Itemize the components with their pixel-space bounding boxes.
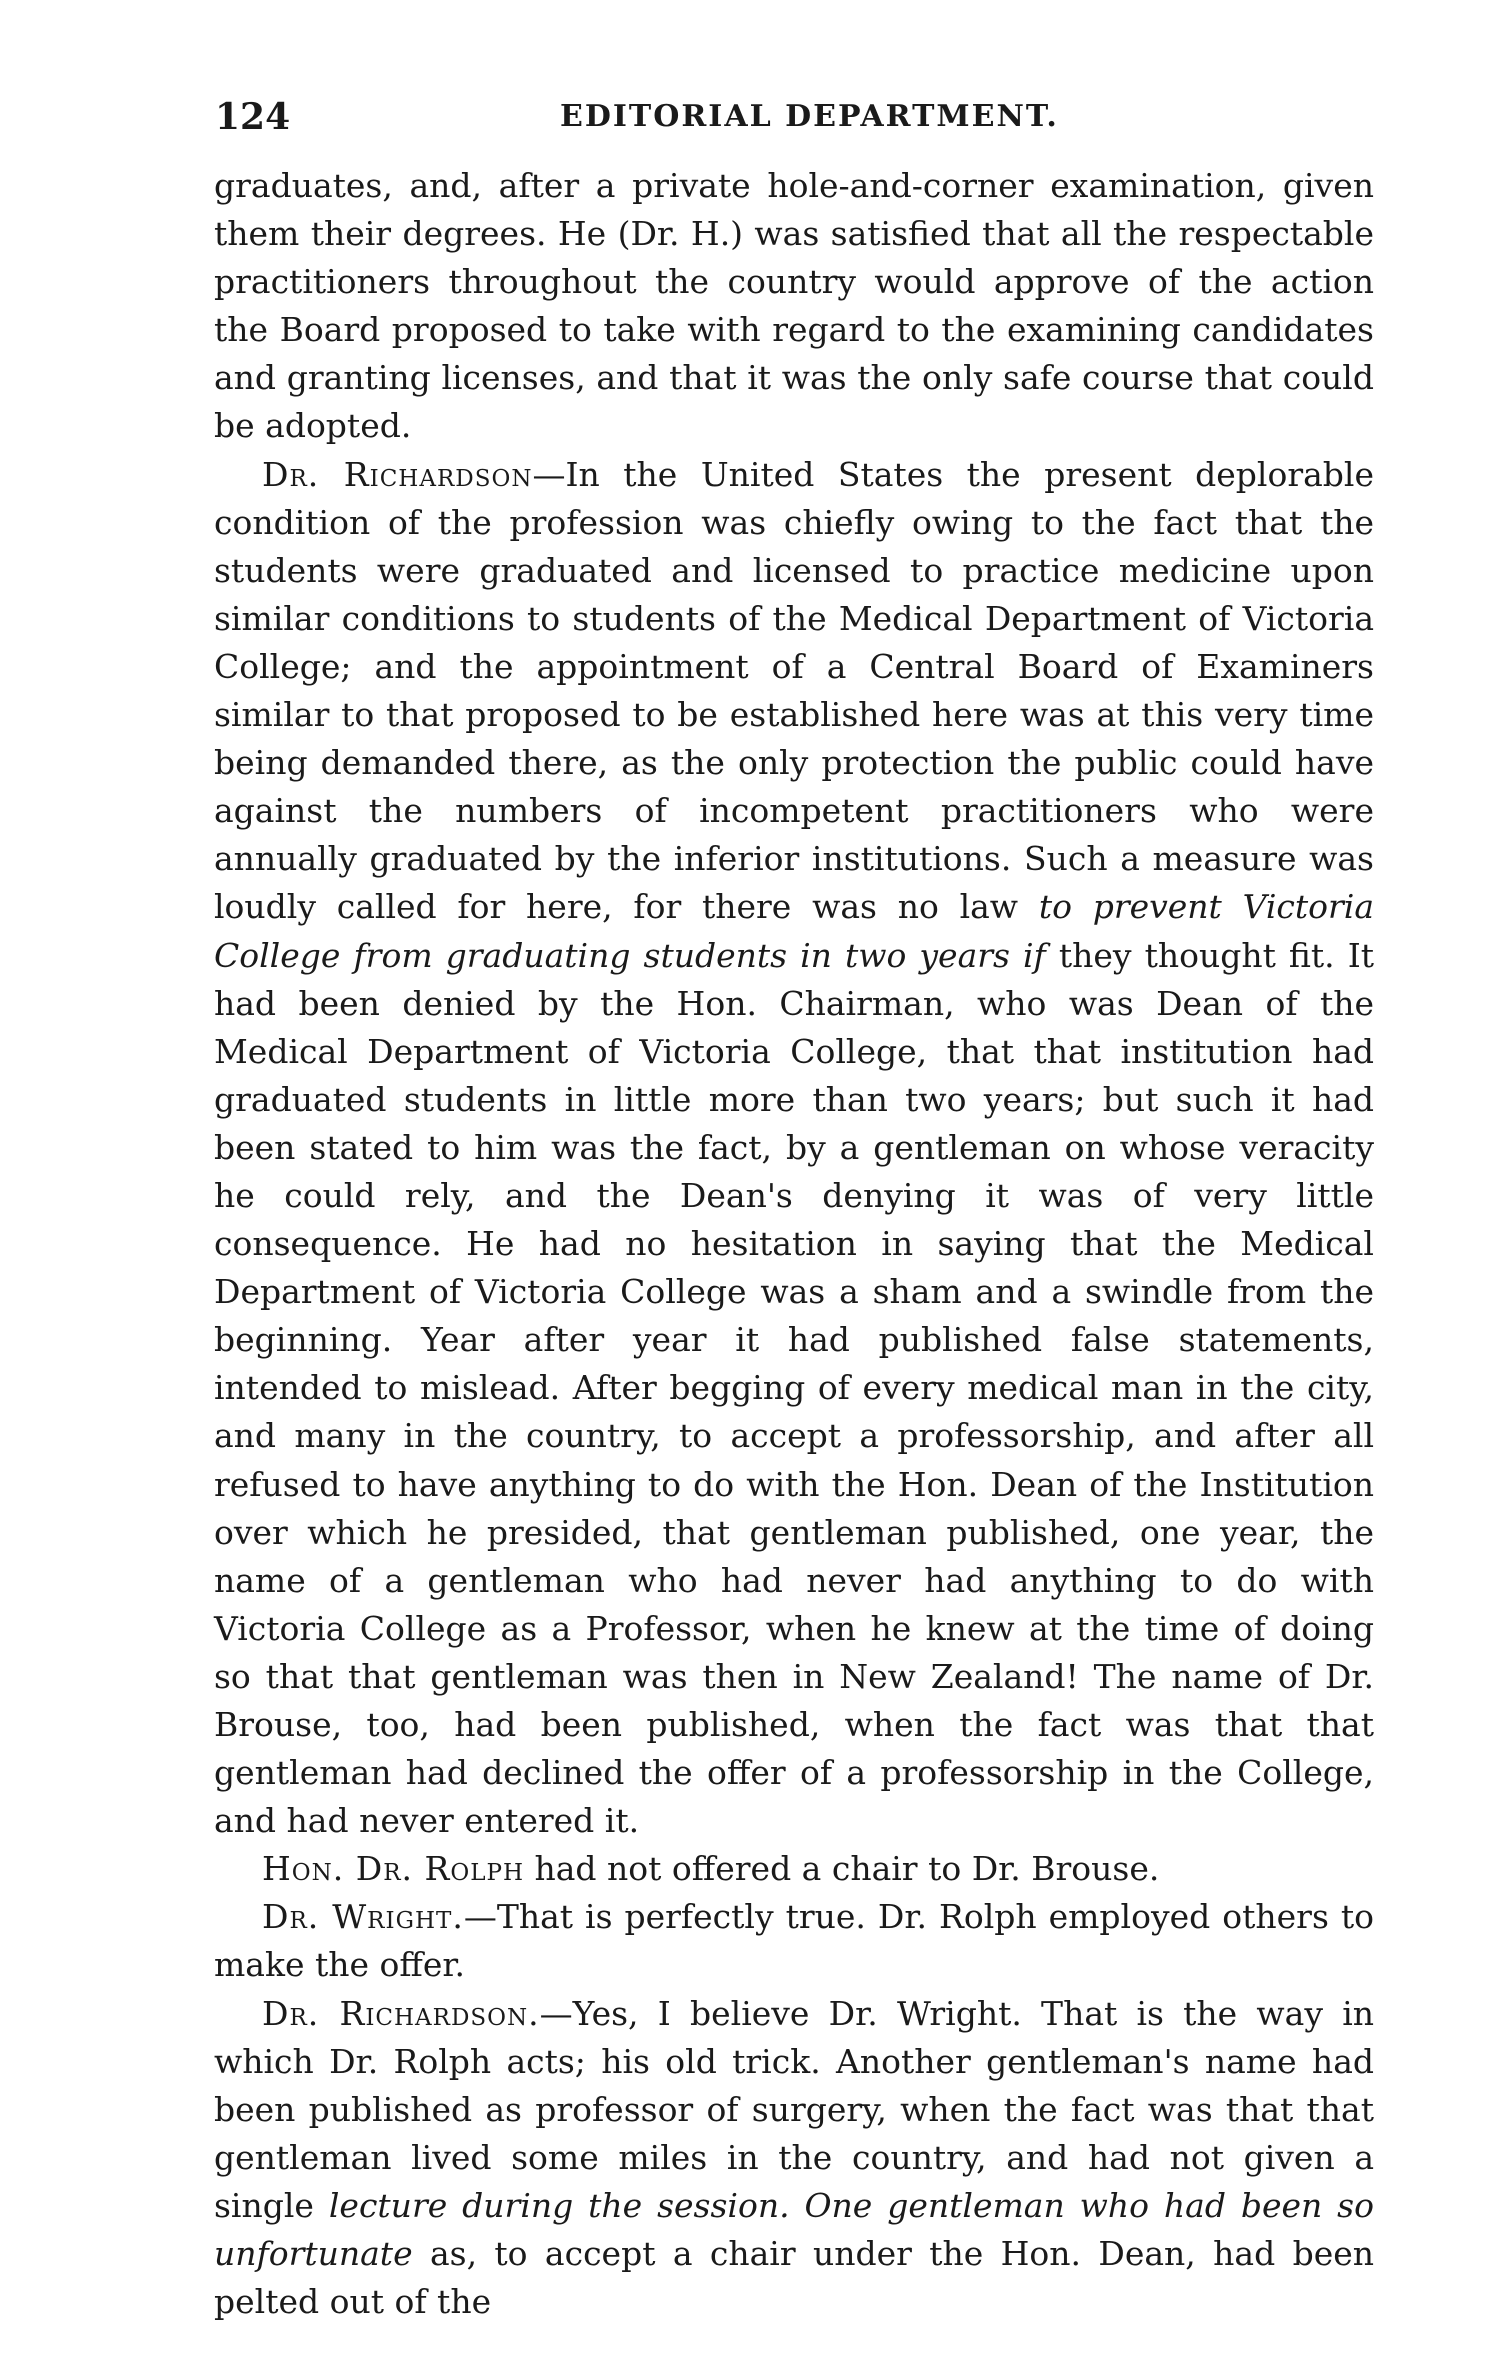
paragraph-rolph	[214, 1845, 1374, 1893]
page-header	[215, 92, 1365, 142]
paragraph-text: had not offered a chair to Dr. Brouse.	[524, 1849, 1160, 1889]
paragraph-text: they thought fit. It had been denied by the Hon. Chairman, who was Dean of the Medical Department of Victoria College, that that institution had graduated students in little more than two years; but such it had been stated to him was the fact, by a gentleman on whose veracity he could rely, and the Dean's denying it was of very little consequence. He had no hesitation in saying that the Medical Department of Victoria College was a sham and a swindle from the beginning. Year after year it had published false statements, intended to mislead. After begging of every medical man in the city, and many in the country, to accept a professorship, and after all refused to have anything to do with the Hon. Dean of the Institution over which he presided, that gentleman published, one year, the name of a gentleman who had never had anything to do with Victoria College as a Professor, when he knew at the time of doing so that that gentleman was then in New Zealand! The name of Dr. Brouse, too, had been published, when the fact was that that gentleman had declined the offer of a professorship in the College, and had never entered it.	[214, 935, 1374, 1841]
speaker-name: Hon. Dr. Rolph	[262, 1849, 525, 1889]
paragraph-text: graduates, and, after a private hole-and-corner examination, given them their degrees. He (Dr. H.) was satisfied that all the respectable practitioners throughout the country would approve of the action the Board proposed to take with regard to the examining candidates and granting licenses, and that it was the only safe course that could be adopted.	[214, 166, 1374, 446]
paragraph-text: as, to accept a chair under the Hon. Dean, had been pelted out of the	[214, 2234, 1374, 2322]
page-number: 124	[215, 96, 291, 138]
paragraph-text: —That is perfectly true. Dr. Rolph employed others to make the offer.	[214, 1897, 1375, 1985]
paragraph-richardson-2	[214, 1990, 1374, 2327]
paragraph-continuation	[214, 162, 1374, 451]
running-head: EDITORIAL DEPARTMENT.	[560, 99, 1059, 134]
speaker-name: Dr. Wright.	[262, 1897, 464, 1937]
italic-emphasis: to prevent Victoria College from graduating students in two years if	[214, 887, 1374, 975]
speaker-name: Dr. Richardson	[262, 454, 533, 494]
paragraph-text: —Yes, I believe Dr. Wright. That is the way in which Dr. Rolph acts; his old trick. Another gentleman's name had been published as professor of surgery, when the fact was that that gentleman lived some miles in the country, and had not given a single	[214, 1993, 1374, 2225]
speaker-name: Dr. Richardson.	[262, 1993, 540, 2033]
paragraph-richardson-1	[214, 451, 1374, 1846]
paragraph-text: —In the United States the present deplorable condition of the profession was chiefly owing to the fact that the students were graduated and licensed to practice medicine upon similar conditions to students of the Medical Department of Victoria College; and the appointment of a Central Board of Examiners similar to that proposed to be established here was at this very time being demanded there, as the only protection the public could have against the numbers of incompetent practitioners who were annually graduated by the inferior institutions. Such a measure was loudly called for here, for there was no law	[214, 454, 1375, 927]
italic-emphasis: lecture during the session. One gentleman who had been so unfortunate	[214, 2185, 1374, 2274]
paragraph-wright	[214, 1893, 1374, 1989]
body-text	[214, 162, 1374, 2326]
